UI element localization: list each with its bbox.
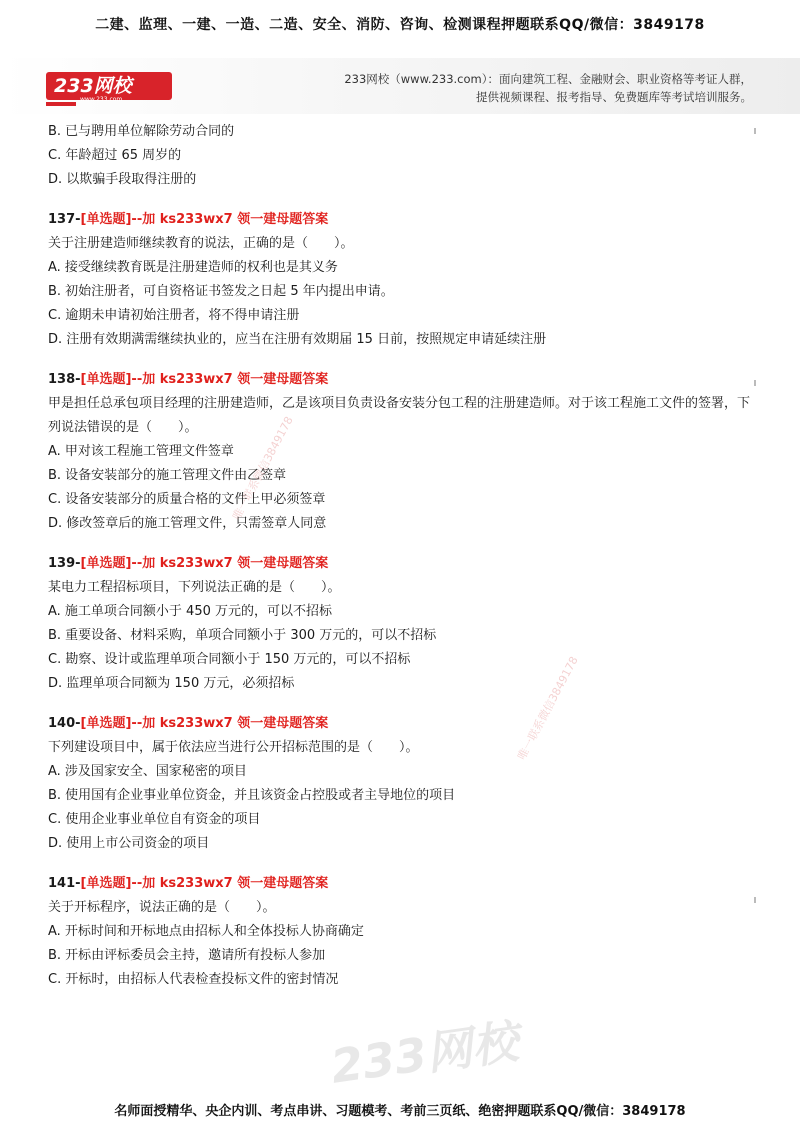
- header-info: [344, 70, 752, 106]
- question-tag: [单选题]--加 ks233wx7 领一建母题答案: [80, 212, 329, 227]
- option-line: B. 已与聘用单位解除劳动合同的: [48, 124, 235, 139]
- question-tag: [单选题]--加 ks233wx7 领一建母题答案: [80, 556, 329, 571]
- question-number: 138-: [48, 372, 81, 387]
- question-title: [48, 552, 758, 576]
- top-banner: 二建、监理、一建、一造、二造、安全、消防、咨询、检测课程押题联系QQ/微信：3849178: [95, 17, 705, 33]
- option-line: D. 修改签章后的施工管理文件，只需签章人同意: [48, 516, 327, 531]
- option-line: B. 重要设备、材料采购，单项合同额小于 300 万元的，可以不招标: [48, 628, 437, 643]
- watermark-text: 唯一联系微信3849178: [515, 654, 581, 763]
- question-stem: 下列建设项目中，属于依法应当进行公开招标范围的是（ ）。: [48, 740, 419, 755]
- question-tag: [单选题]--加 ks233wx7 领一建母题答案: [80, 372, 329, 387]
- header-info-line1: 233网校（www.233.com）：面向建筑工程、金融财会、职业资格等考证人群，: [344, 72, 752, 86]
- option-line: A. 涉及国家安全、国家秘密的项目: [48, 764, 247, 779]
- watermark-text: 唯一联系微信3849178: [230, 414, 296, 523]
- footer-banner: 名师面授精华、央企内训、考点串讲、习题模考、考前三页纸、绝密押题联系QQ/微信：3849178: [114, 1104, 686, 1119]
- question-title: [48, 368, 758, 392]
- option-line: A. 开标时间和开标地点由招标人和全体投标人协商确定: [48, 924, 364, 939]
- question-141: [48, 872, 758, 992]
- site-logo-sub: www.233.com: [80, 96, 123, 103]
- option-line: A. 施工单项合同额小于 450 万元的，可以不招标: [48, 604, 333, 619]
- logo-accent-bar: [46, 102, 76, 106]
- question-140: [48, 712, 758, 856]
- question-137: [48, 208, 758, 352]
- option-line: C. 设备安装部分的质量合格的文件上甲必须签章: [48, 492, 326, 507]
- question-138: [48, 368, 758, 536]
- question-tag: [单选题]--加 ks233wx7 领一建母题答案: [80, 716, 329, 731]
- question-title: [48, 712, 758, 736]
- question-number: 141-: [48, 876, 81, 891]
- option-line: C. 勘察、设计或监理单项合同额小于 150 万元的，可以不招标: [48, 652, 411, 667]
- option-line: C. 逾期未申请初始注册者，将不得申请注册: [48, 308, 300, 323]
- leading-options: [48, 120, 758, 192]
- question-number: 139-: [48, 556, 81, 571]
- document-content: [48, 120, 758, 992]
- option-line: D. 注册有效期满需继续执业的，应当在注册有效期届 15 日前，按照规定申请延续注册: [48, 332, 547, 347]
- watermark-logo: 233网校: [327, 1014, 522, 1094]
- option-line: A. 甲对该工程施工管理文件签章: [48, 444, 234, 459]
- option-line: C. 使用企业事业单位自有资金的项目: [48, 812, 261, 827]
- question-stem: 关于开标程序，说法正确的是（ ）。: [48, 900, 276, 915]
- question-stem: 关于注册建造师继续教育的说法，正确的是（ ）。: [48, 236, 354, 251]
- option-line: B. 使用国有企业事业单位资金，并且该资金占控股或者主导地位的项目: [48, 788, 456, 803]
- option-line: B. 设备安装部分的施工管理文件由乙签章: [48, 468, 287, 483]
- site-logo: 233网校: [46, 72, 172, 100]
- option-line: C. 年龄超过 65 周岁的: [48, 148, 182, 163]
- question-stem: 甲是担任总承包项目经理的注册建造师，乙是该项目负责设备安装分包工程的注册建造师。对于该工程施工文件的签署，下列说法错误的是（ ）。: [48, 396, 751, 435]
- header-info-line2: 提供视频课程、报考指导、免费题库等考试培训服务。: [476, 90, 752, 104]
- option-line: C. 开标时，由招标人代表检查投标文件的密封情况: [48, 972, 339, 987]
- question-number: 137-: [48, 212, 81, 227]
- option-line: B. 初始注册者，可自资格证书签发之日起 5 年内提出申请。: [48, 284, 394, 299]
- question-title: [48, 208, 758, 232]
- question-139: [48, 552, 758, 696]
- question-number: 140-: [48, 716, 81, 731]
- option-line: B. 开标由评标委员会主持，邀请所有投标人参加: [48, 948, 326, 963]
- question-tag: [单选题]--加 ks233wx7 领一建母题答案: [80, 876, 329, 891]
- question-stem: 某电力工程招标项目，下列说法正确的是（ ）。: [48, 580, 341, 595]
- option-line: D. 使用上市公司资金的项目: [48, 836, 210, 851]
- option-line: D. 以欺骗手段取得注册的: [48, 172, 197, 187]
- option-line: A. 接受继续教育既是注册建造师的权利也是其义务: [48, 260, 338, 275]
- option-line: D. 监理单项合同额为 150 万元，必须招标: [48, 676, 295, 691]
- question-title: [48, 872, 758, 896]
